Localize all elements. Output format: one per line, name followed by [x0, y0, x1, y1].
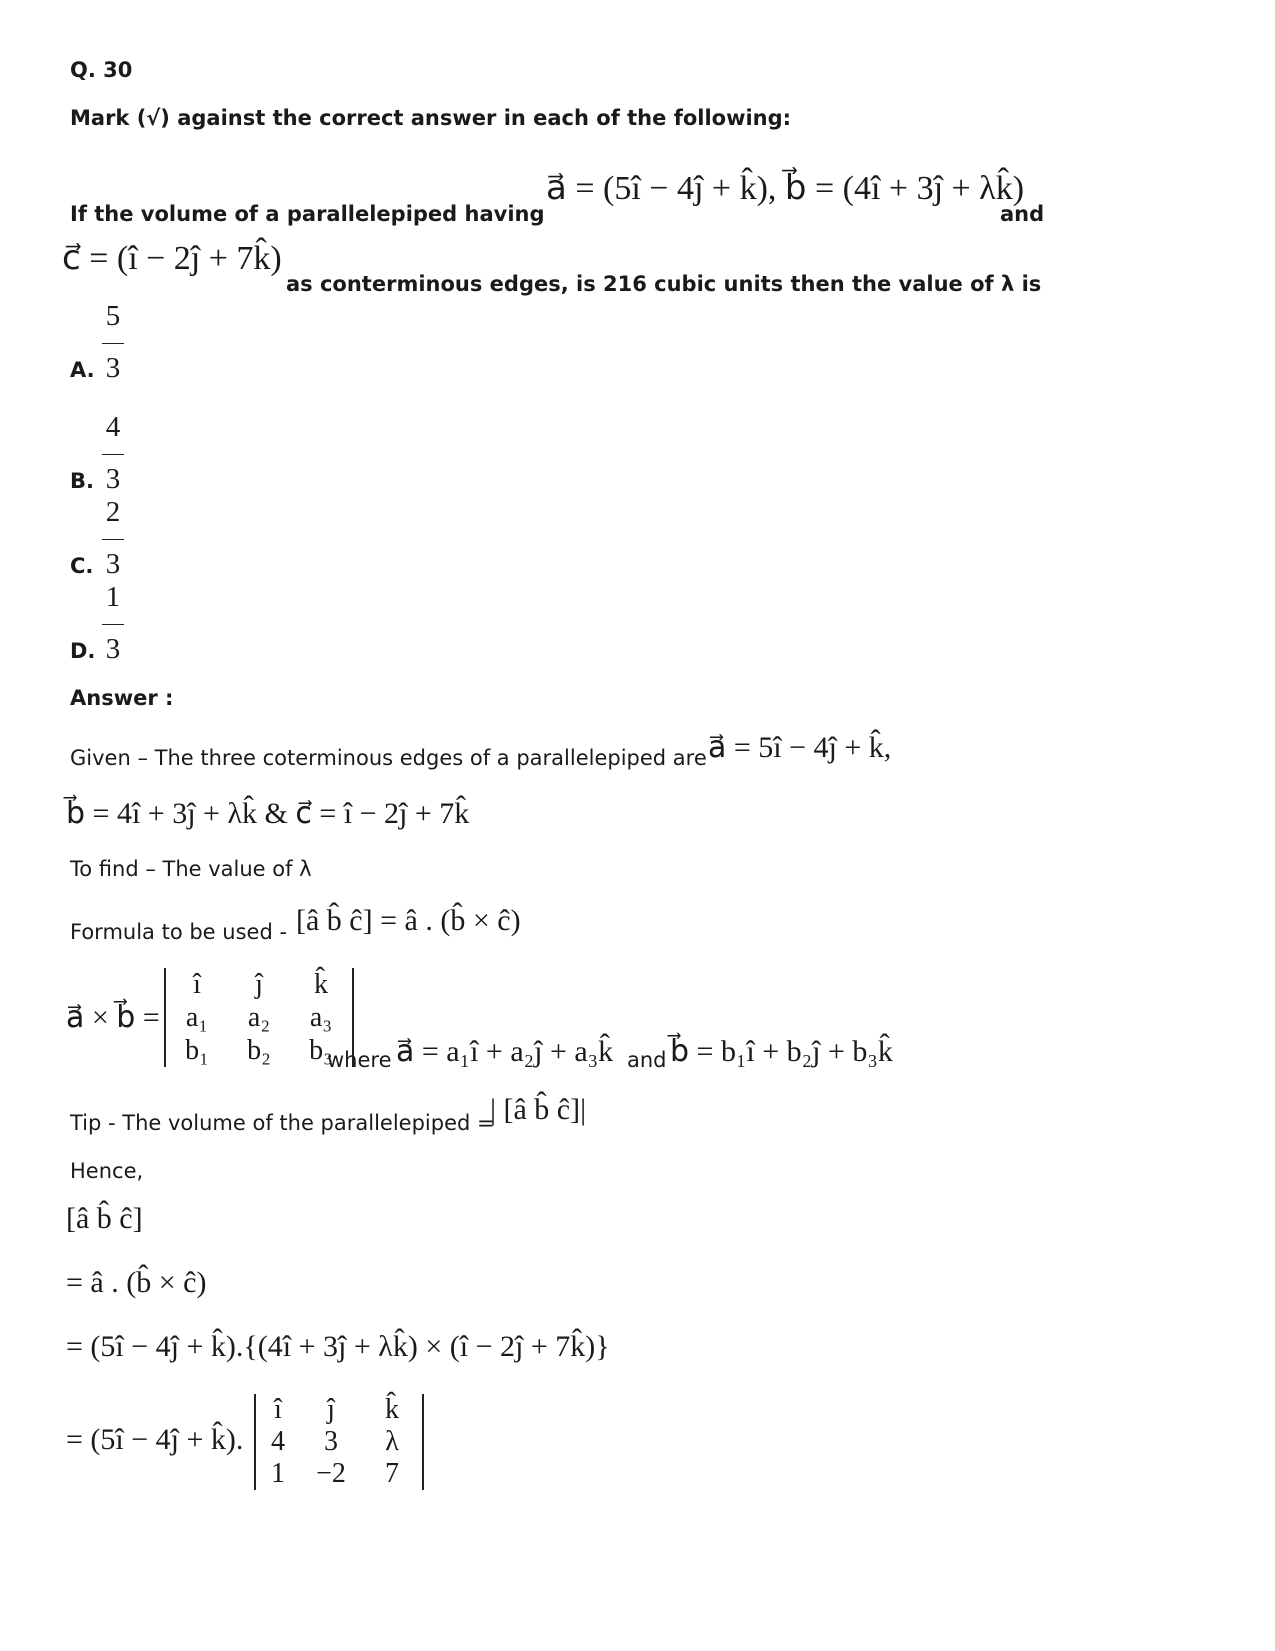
det-cell: 4: [271, 1426, 285, 1457]
to-find: To find – The value of λ: [70, 857, 312, 881]
question-vector-c: c⃗ = (î − 2ĵ + 7k̂): [62, 240, 282, 277]
where-word: where: [327, 1048, 392, 1072]
fraction-denominator: 3: [105, 463, 121, 495]
question-lead: If the volume of a parallelepiped having: [70, 202, 545, 226]
question-tail: as conterminous edges, is 216 cubic units then the value of λ is: [286, 272, 1042, 296]
det-cell: a₃: [309, 1002, 333, 1033]
step-3: = (5î − 4ĵ + k̂).{(4î + 3ĵ + λk̂) × (î − 2ĵ + 7k̂)}: [66, 1330, 610, 1363]
option-label: B.: [70, 469, 94, 493]
cross-product-determinant: [164, 968, 354, 1067]
det-cell: 3: [324, 1426, 338, 1457]
option-label: A.: [70, 358, 95, 382]
det-cell: k̂: [385, 1394, 399, 1425]
where-vector-b: b⃗ = b₁î + b₂ĵ + b₃k̂: [670, 1035, 893, 1068]
question-and: and: [1000, 202, 1045, 226]
step-2: = â . (b̂ × ĉ): [66, 1266, 207, 1299]
option-fraction: [100, 583, 126, 664]
given-vectors-bc: b⃗ = 4î + 3ĵ + λk̂ & c⃗ = î − 2ĵ + 7k̂: [66, 797, 470, 830]
question-number: Q. 30: [70, 58, 133, 82]
cross-product-lhs: a⃗ × b⃗ =: [66, 1001, 160, 1034]
det-cell: 7: [385, 1458, 399, 1489]
fraction-bar: [102, 539, 124, 540]
answer-heading: Answer :: [70, 686, 174, 710]
step-1: [â b̂ ĉ]: [66, 1202, 143, 1235]
det-cell: ĵ: [327, 1394, 335, 1425]
given-vector-a: a⃗ = 5î − 4ĵ + k̂,: [708, 731, 892, 764]
option-fraction: [100, 498, 126, 579]
det-cell: b₂: [247, 1035, 271, 1066]
det-cell: b₃: [309, 1035, 333, 1066]
det-cell: b₁: [185, 1035, 209, 1066]
fraction-numerator: 2: [105, 496, 121, 528]
det-cell: λ: [385, 1426, 399, 1457]
step-4-lhs: = (5î − 4ĵ + k̂).: [66, 1423, 244, 1456]
fraction-denominator: 3: [105, 633, 121, 665]
option-fraction: [100, 302, 126, 383]
det-cell: −2: [316, 1458, 346, 1489]
option-fraction: [100, 413, 126, 494]
fraction-numerator: 1: [105, 581, 121, 613]
det-cell: k̂: [314, 969, 328, 1000]
det-cell: ĵ: [255, 969, 263, 1000]
hence-text: Hence,: [70, 1159, 144, 1183]
where-vector-a: a⃗ = a₁î + a₂ĵ + a₃k̂: [396, 1035, 614, 1068]
fraction-denominator: 3: [105, 548, 121, 580]
det-cell: î: [193, 969, 201, 1000]
fraction-denominator: 3: [105, 352, 121, 384]
option-label: D.: [70, 639, 96, 663]
fraction-bar: [102, 343, 124, 344]
question-instruction: Mark (√) against the correct answer in each of the following:: [70, 106, 792, 130]
tip-math: | [â b̂ ĉ]|: [490, 1093, 587, 1126]
fraction-numerator: 4: [105, 411, 121, 443]
question-vectors-ab: a⃗ = (5î − 4ĵ + k̂), b⃗ = (4î + 3ĵ + λk̂): [546, 170, 1025, 207]
det-cell: a₂: [247, 1002, 271, 1033]
formula-math: [â b̂ ĉ] = â . (b̂ × ĉ): [296, 904, 521, 937]
tip-text: Tip - The volume of the parallelepiped =: [70, 1111, 495, 1135]
option-label: C.: [70, 554, 94, 578]
fraction-bar: [102, 624, 124, 625]
det-cell: î: [274, 1394, 282, 1425]
given-text: Given – The three coterminous edges of a parallelepiped are: [70, 746, 707, 770]
formula-text: Formula to be used -: [70, 920, 288, 944]
where-and: and: [627, 1048, 667, 1072]
fraction-numerator: 5: [105, 300, 121, 332]
det-cell: 1: [271, 1458, 285, 1489]
det-cell: a₁: [185, 1002, 209, 1033]
fraction-bar: [102, 454, 124, 455]
step-4-determinant: [254, 1394, 424, 1490]
